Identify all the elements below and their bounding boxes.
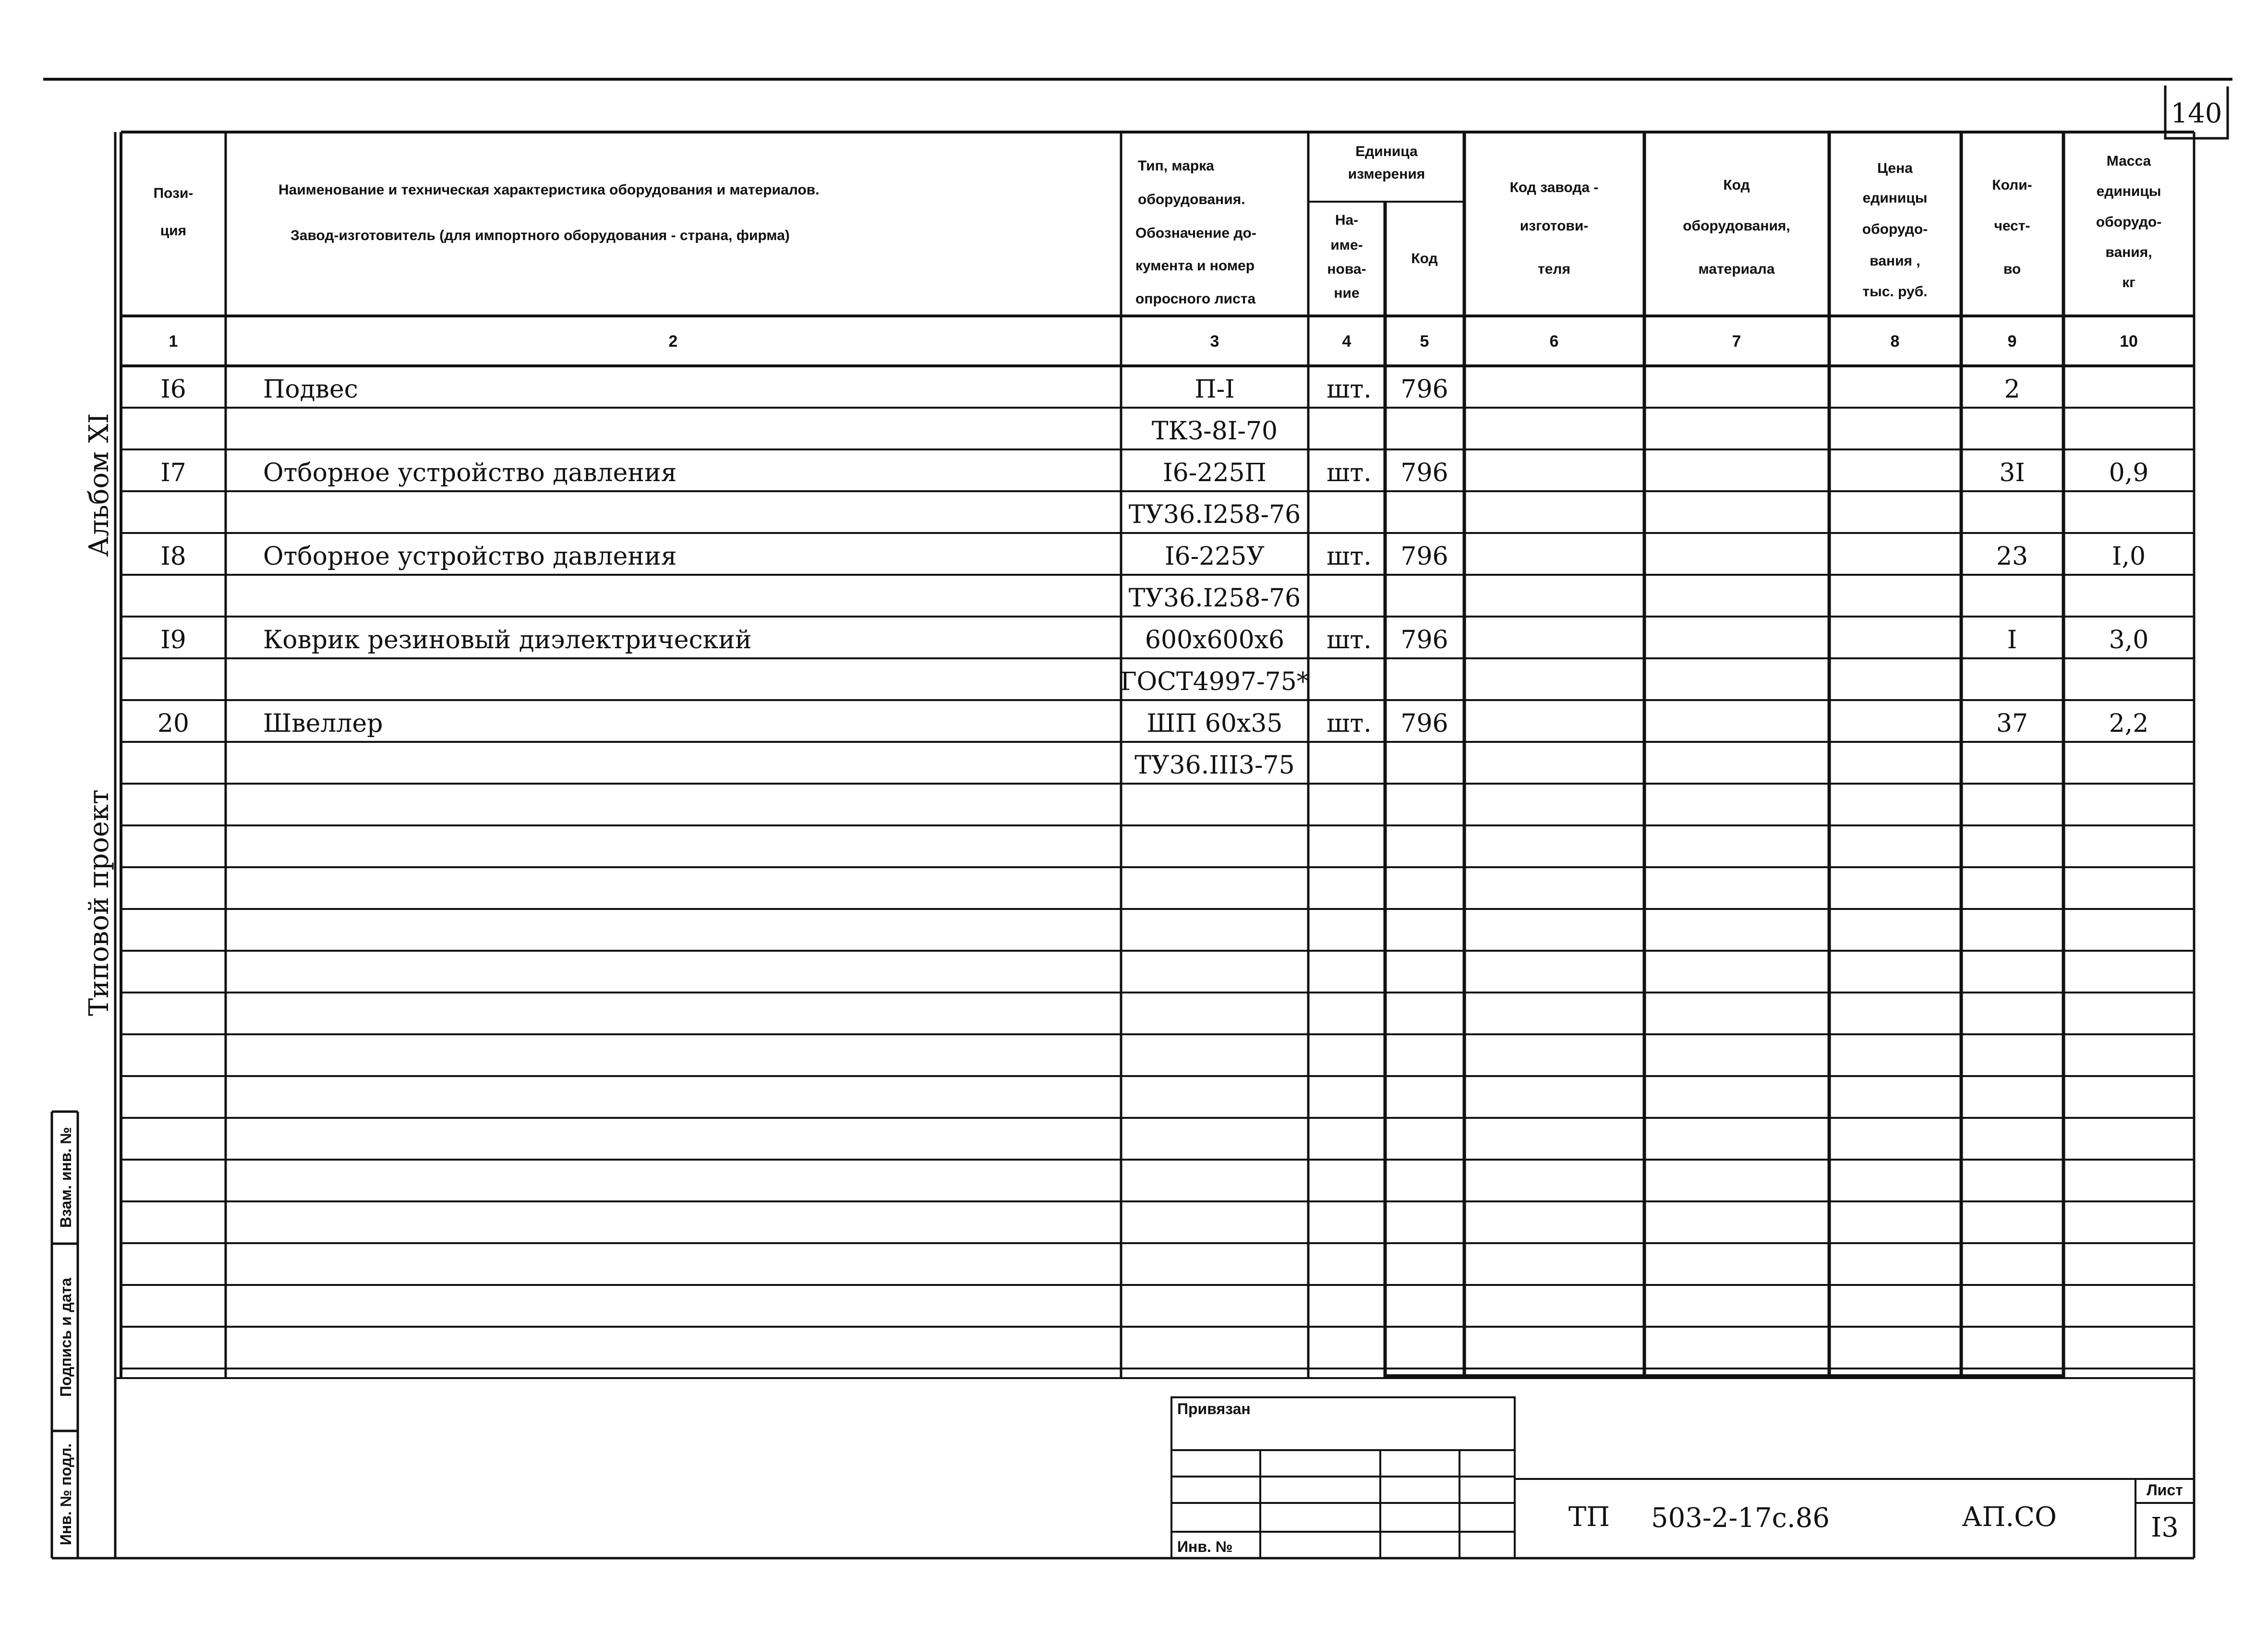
header-unit-name-2: име- [1330, 237, 1363, 253]
table-row [1129, 500, 1301, 529]
project-code: 503-2-17с.86 [1651, 1502, 1830, 1534]
sheet-value: I3 [2151, 1512, 2179, 1543]
header-mass-5: кг [2122, 275, 2135, 291]
header-type-1: Тип, марка [1138, 158, 1214, 174]
header-price-2: единицы [1862, 190, 1928, 206]
cell-type: I6-225П [1163, 459, 1267, 487]
cell-mass: 0,9 [2109, 459, 2149, 487]
cell-code: 796 [1400, 626, 1448, 654]
cell-qty: 3I [1999, 459, 2025, 487]
table-row [157, 709, 2148, 738]
cell-qty: 23 [1996, 542, 2028, 571]
stamp-inv-original: Инв. № подл. [57, 1443, 74, 1546]
cell-pos: I7 [160, 459, 186, 487]
cell-unit: шт. [1327, 459, 1372, 487]
table-row [160, 459, 2148, 487]
header-qty-1: Коли- [1992, 177, 2032, 193]
col-number-1: 1 [169, 332, 178, 351]
cell-unit: шт. [1327, 709, 1372, 738]
table-row [1120, 667, 1309, 696]
cell-code: 796 [1400, 709, 1448, 738]
header-qty-2: чест- [1994, 218, 2030, 234]
cell-mass: 2,2 [2109, 709, 2149, 738]
cell-name: Отборное устройство давления [263, 459, 677, 487]
cell-qty: 37 [1996, 709, 2028, 738]
header-name-2: Завод-изготовитель (для импортного оборудования - страна, фирма) [290, 228, 790, 243]
header-name-1: Нaименoвaние и техническая характеристика оборудования и материалов. [278, 182, 820, 198]
table-row [1129, 584, 1301, 613]
table-row [1134, 751, 1294, 780]
cell-name: Швеллер [263, 709, 383, 738]
cell-pos: I8 [160, 542, 186, 571]
cell-unit: шт. [1327, 375, 1372, 404]
header-price-5: тыс. руб. [1862, 284, 1928, 300]
sheet-label: Лист [2147, 1481, 2183, 1499]
table-header [154, 144, 2162, 307]
cell-pos: I9 [160, 626, 186, 654]
header-unit-2: измерения [1348, 166, 1425, 182]
header-qty-3: во [2003, 261, 2021, 277]
header-type-2: оборудования. [1138, 192, 1245, 207]
header-price-1: Цена [1877, 160, 1913, 176]
cell-name: Коврик резиновый диэлектрический [263, 626, 752, 654]
col-number-2: 2 [668, 332, 678, 351]
cell-type: ШП 60x35 [1146, 709, 1283, 738]
col-number-7: 7 [1732, 332, 1741, 351]
column-numbers [169, 332, 2138, 351]
cell-name: Отборное устройство давления [263, 542, 677, 571]
header-mass-4: вания, [2105, 244, 2152, 260]
cell-type: ТУ36.I258-76 [1128, 584, 1301, 613]
cell-type: 600x600x6 [1145, 626, 1285, 654]
side-project-label: Типовой проект [84, 789, 115, 1017]
table-row [160, 542, 2146, 571]
table-body [157, 375, 2148, 780]
cell-type: ТКЗ-8I-70 [1151, 417, 1278, 446]
col-number-5: 5 [1420, 332, 1429, 351]
cell-type: ТУ36.I258-76 [1128, 500, 1301, 529]
col-number-8: 8 [1890, 332, 1900, 351]
sheet-number: 140 [2171, 98, 2222, 129]
header-type-5: опросного листа [1135, 291, 1256, 307]
cell-qty: 2 [2004, 375, 2020, 404]
header-mass-3: оборудо- [2096, 214, 2162, 230]
header-type-3: Обозначение до- [1135, 225, 1256, 241]
table-row [1152, 417, 1278, 446]
cell-name: Подвес [263, 375, 358, 404]
col-number-6: 6 [1549, 332, 1559, 351]
cell-code: 796 [1400, 542, 1448, 571]
header-pos-2: ция [160, 223, 187, 239]
inv-label: Инв. № [1177, 1538, 1233, 1555]
cell-type: П-I [1194, 375, 1235, 404]
section-code: АП.СО [1962, 1502, 2057, 1533]
header-factory-3: теля [1538, 261, 1570, 277]
cell-unit: шт. [1327, 626, 1372, 654]
header-equip-2: оборудования, [1683, 218, 1790, 234]
header-mass-2: единицы [2096, 183, 2161, 199]
cell-mass: I,0 [2111, 542, 2146, 571]
cell-pos: 20 [157, 709, 190, 738]
header-unit-name-4: ние [1334, 285, 1360, 301]
stamp-signature-date: Подпись и дата [57, 1278, 74, 1397]
cell-type: ГОСТ4997-75* [1120, 667, 1309, 696]
header-pos-1: Пози- [153, 185, 193, 201]
cell-mass: 3,0 [2109, 626, 2149, 654]
col-number-4: 4 [1342, 332, 1351, 351]
col-number-10: 10 [2120, 332, 2138, 351]
header-equip-3: материала [1698, 261, 1775, 277]
cell-qty: I [2007, 626, 2017, 654]
cell-unit: шт. [1327, 542, 1372, 571]
header-type-4: кумента и номер [1135, 258, 1255, 274]
header-equip-1: Код [1723, 177, 1750, 193]
bound-label: Привязан [1177, 1400, 1251, 1417]
stamp-replaced-inv: Взам. инв. № [57, 1127, 74, 1228]
header-price-4: вания , [1870, 253, 1920, 269]
cell-type: ТУ36.III3-75 [1134, 751, 1295, 780]
table-row [160, 375, 2020, 404]
header-unit-code: Код [1411, 251, 1438, 266]
header-unit-1: Единица [1355, 144, 1418, 159]
header-price-3: оборудо- [1862, 221, 1928, 237]
header-factory-1: Код завода - [1509, 180, 1599, 195]
cell-code: 796 [1400, 459, 1448, 487]
cell-type: I6-225У [1164, 542, 1265, 571]
col-number-9: 9 [2007, 332, 2017, 351]
cell-pos: I6 [160, 375, 186, 404]
header-factory-2: изготови- [1520, 218, 1589, 234]
header-unit-name-3: нова- [1327, 261, 1366, 277]
header-unit-name-1: На- [1335, 212, 1359, 228]
side-album-label: Альбом XI [84, 413, 115, 557]
tp-label: ТП [1568, 1502, 1610, 1533]
header-mass-1: Масса [2106, 153, 2151, 169]
col-number-3: 3 [1210, 332, 1219, 351]
cell-code: 796 [1400, 375, 1448, 404]
table-row [160, 626, 2148, 654]
